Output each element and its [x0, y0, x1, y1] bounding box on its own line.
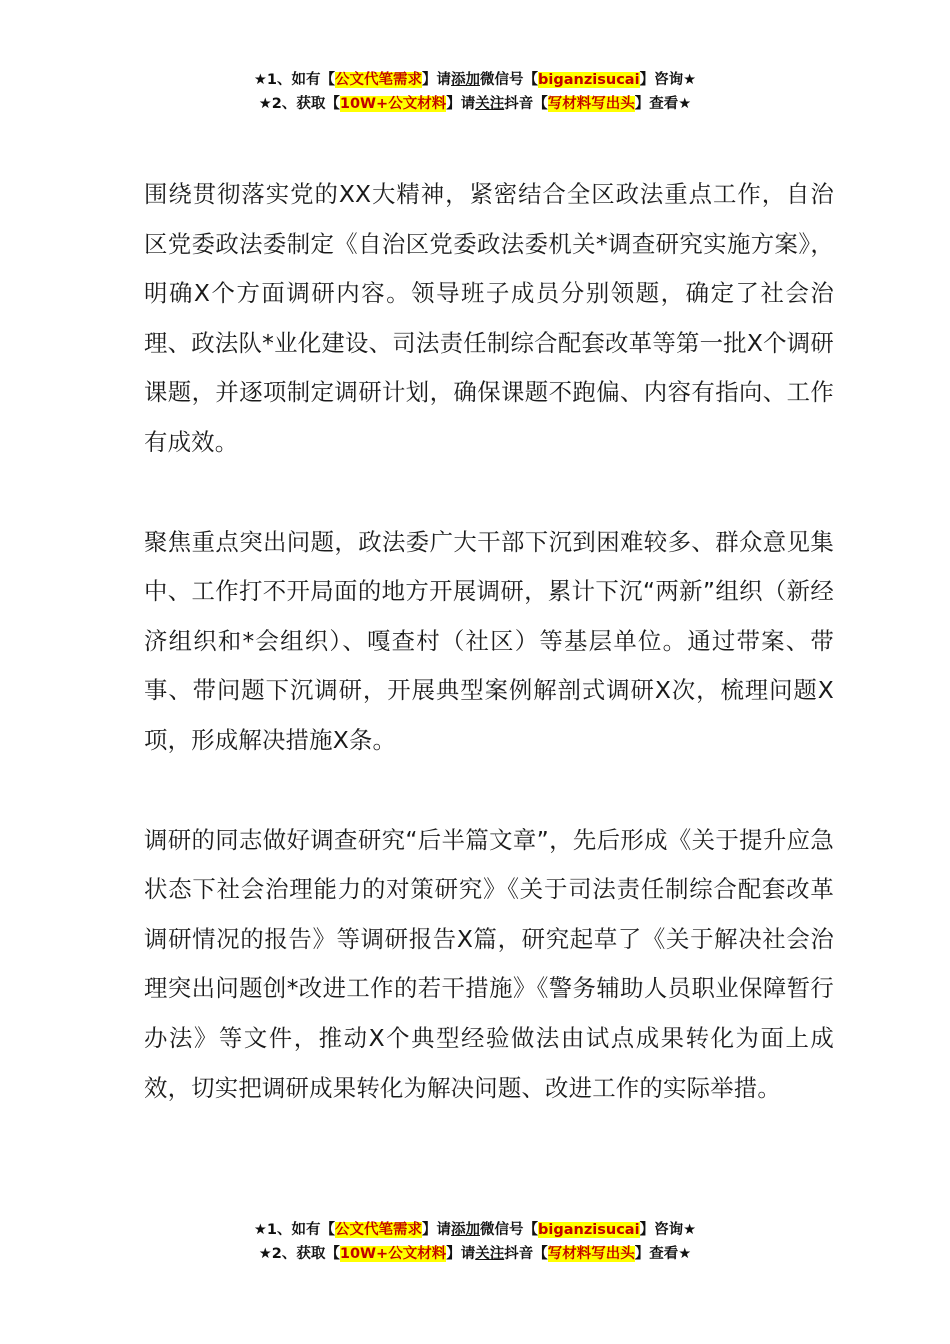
promo-emphasis: 添加	[451, 1222, 481, 1238]
promo-line-1	[0, 1218, 950, 1242]
promo-text: ★2、获取【	[258, 1246, 340, 1262]
promo-text: 】查看★	[634, 1246, 692, 1262]
body-paragraph-1: 围绕贯彻落实党的XX大精神，紧密结合全区政法重点工作，自治区党委政法委制定《自治区党委政法委机关*调查研究实施方案》，明确X个方面调研内容。领导班子成员分别领题，确定了社会治理、政法队*业化建设、司法责任制综合配套改革等第一批X个调研课题，并逐项制定调研计划，确保课题不跑偏、内容有指向、工作有成效。	[144, 180, 834, 456]
promo-text: 】咨询★	[639, 72, 697, 88]
promo-text: ★1、如有【	[253, 1222, 336, 1238]
promo-footer	[0, 1218, 950, 1266]
promo-emphasis: 关注	[475, 96, 505, 112]
promo-text: 】请	[422, 1222, 452, 1238]
promo-text: 抖音【	[504, 96, 548, 112]
body-paragraph-2: 聚焦重点突出问题，政法委广大干部下沉到困难较多、群众意见集中、工作打不开局面的地方开展调研，累计下沉“两新”组织（新经济组织和*会组织）、嘎查村（社区）等基层单位。通过带案、带事、带问题下沉调研，开展典型案例解剖式调研X次，梳理问题X项，形成解决措施X条。	[144, 527, 834, 754]
promo-text: ★2、获取【	[258, 96, 340, 112]
promo-line-2	[0, 1242, 950, 1266]
promo-emphasis: 关注	[475, 1246, 505, 1262]
promo-text: 微信号【	[480, 72, 539, 88]
body-paragraph-3: 调研的同志做好调查研究“后半篇文章”，先后形成《关于提升应急状态下社会治理能力的对策研究》《关于司法责任制综合配套改革调研情况的报告》等调研报告X篇，研究起草了《关于解决社会治理突出问题创*改进工作的若干措施》《警务辅助人员职业保障暂行办法》等文件，推动X个典型经验做法由试点成果转化为面上成效，切实把调研成果转化为解决问题、改进工作的实际举措。	[144, 825, 834, 1102]
promo-highlight: 10W+公文材料	[339, 96, 447, 112]
promo-text: ★1、如有【	[253, 72, 336, 88]
promo-text: 】请	[446, 96, 476, 112]
promo-highlight: biganzisucai	[538, 1222, 640, 1238]
promo-highlight: 公文代笔需求	[335, 72, 423, 88]
promo-highlight: 10W+公文材料	[339, 1246, 447, 1262]
promo-highlight: 写材料写出头	[547, 1246, 635, 1262]
promo-text: 】请	[422, 72, 452, 88]
promo-text: 】咨询★	[639, 1222, 697, 1238]
promo-line-2	[0, 92, 950, 116]
promo-text: 微信号【	[480, 1222, 539, 1238]
promo-emphasis: 添加	[451, 72, 481, 88]
promo-text: 抖音【	[504, 1246, 548, 1262]
promo-text: 】查看★	[634, 96, 692, 112]
promo-highlight: 公文代笔需求	[335, 1222, 423, 1238]
document-body	[144, 170, 834, 1163]
promo-line-1	[0, 68, 950, 92]
promo-text: 】请	[446, 1246, 476, 1262]
promo-highlight: biganzisucai	[538, 72, 640, 88]
promo-highlight: 写材料写出头	[547, 96, 635, 112]
promo-header	[0, 68, 950, 116]
